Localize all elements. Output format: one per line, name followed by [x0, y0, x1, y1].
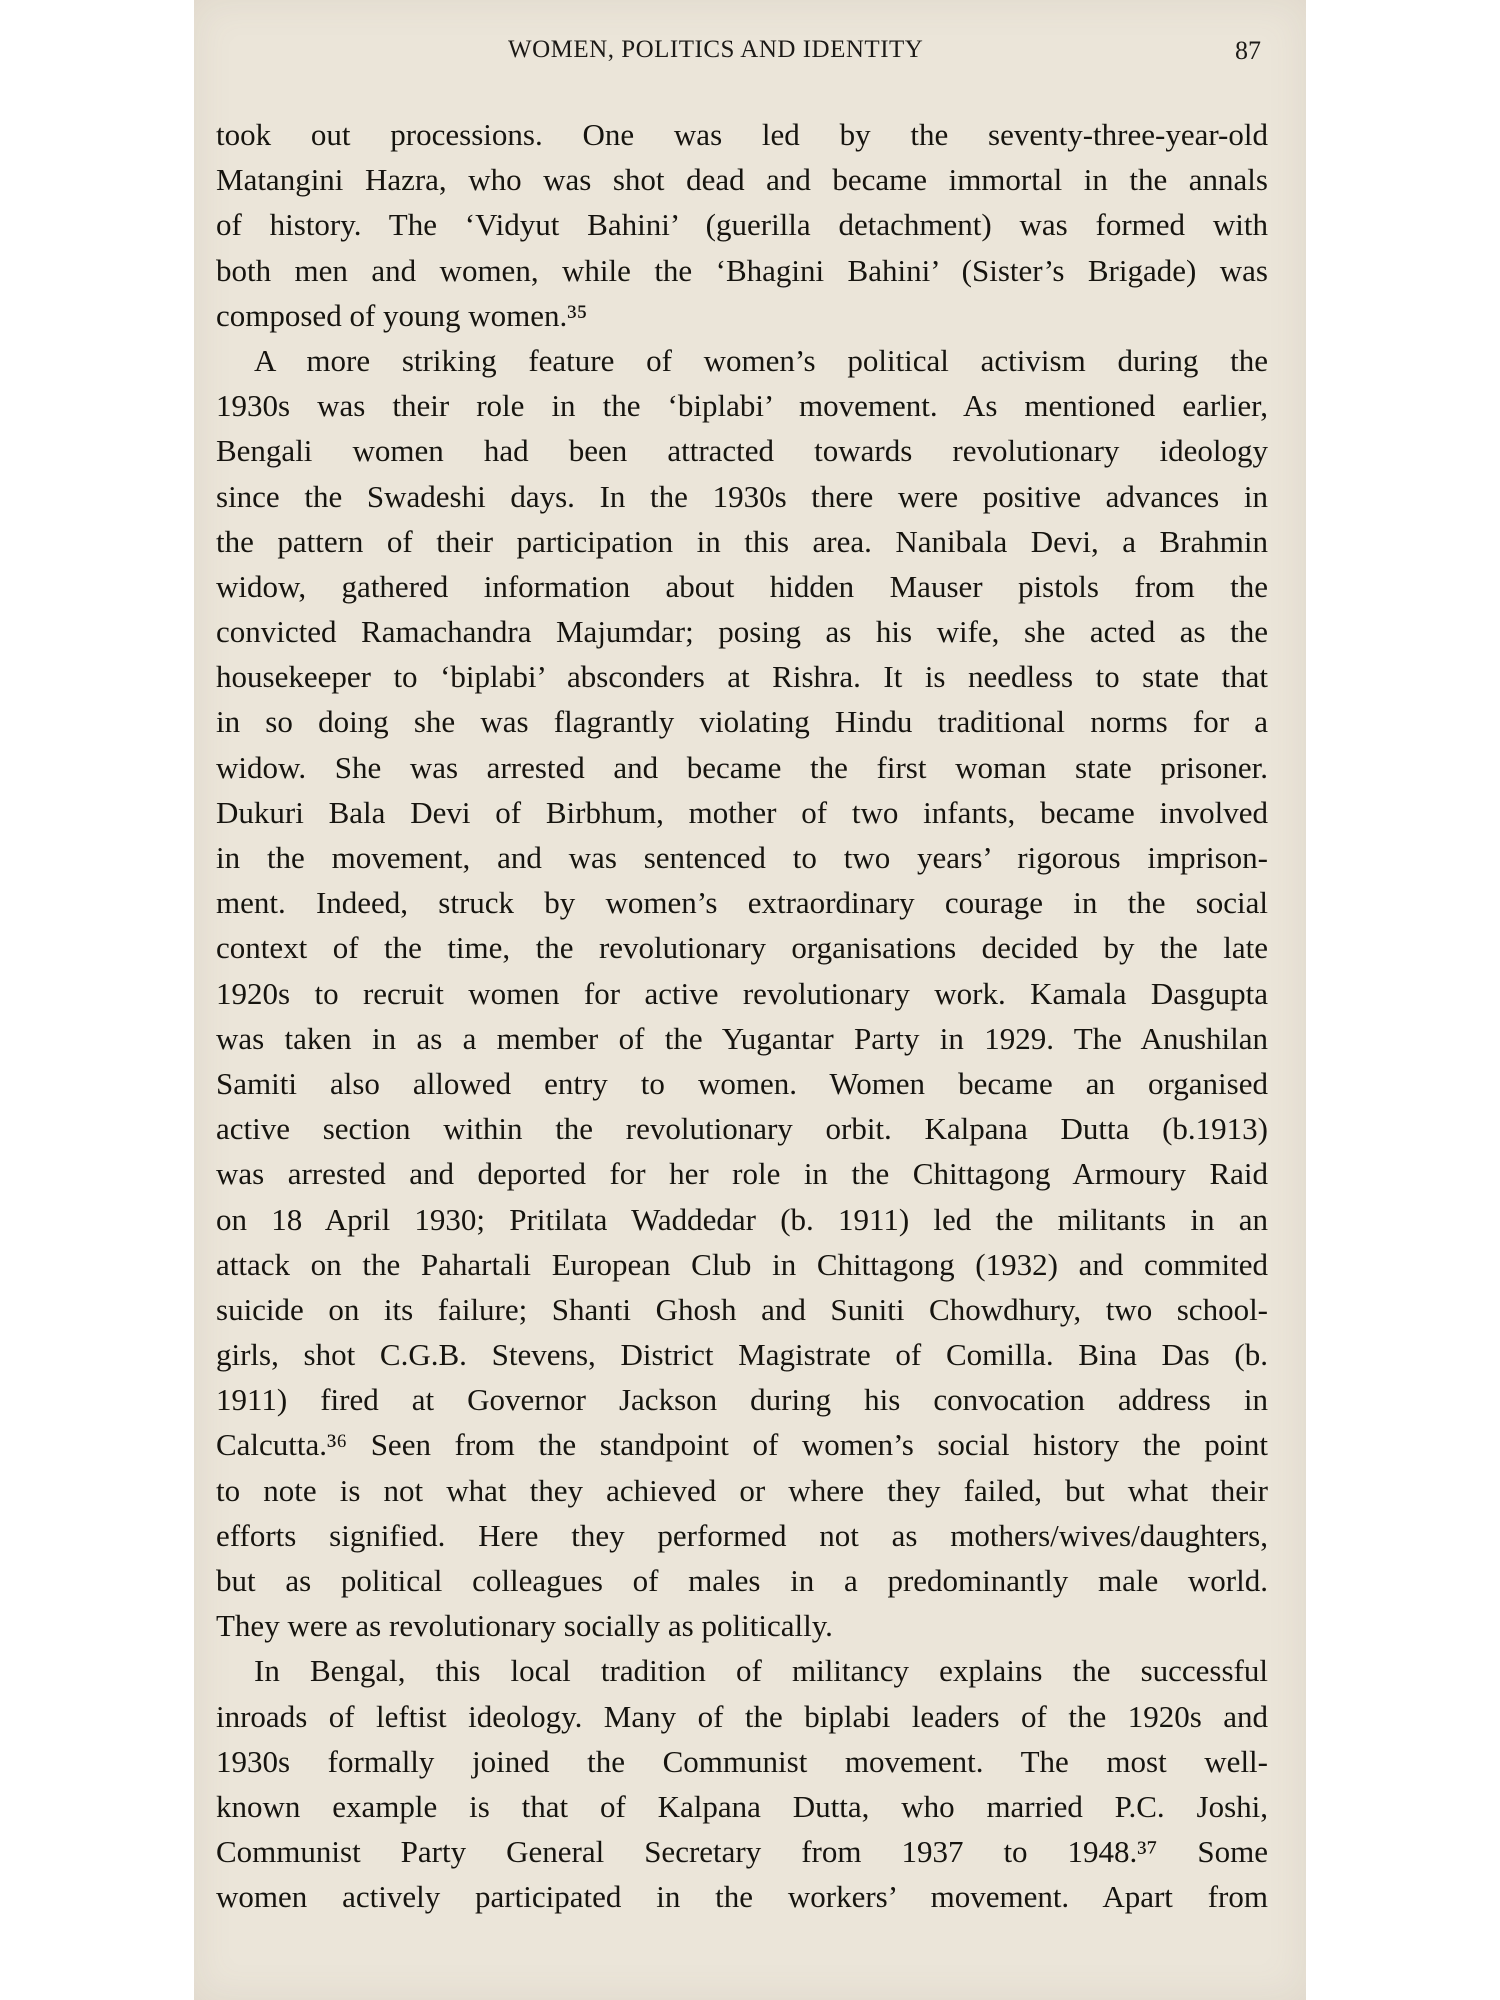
text-line: in the movement, and was sentenced to two years’ rigorous imprison- [216, 840, 1268, 875]
text-line: took out processions. One was led by the seventy-three-year-old [216, 117, 1268, 152]
text-line: 1911) fired at Governor Jackson during his convocation address in [216, 1382, 1268, 1418]
text-line: widow, gathered information about hidden Mauser pistols from the [216, 568, 1268, 604]
text-line: They were as revolutionary socially as politically. [216, 1608, 833, 1644]
text-line: to note is not what they achieved or where they failed, but what their [216, 1472, 1268, 1508]
text-line: housekeeper to ‘biplabi’ absconders at Rishra. It is needless to state that [216, 659, 1268, 695]
text-line: In Bengal, this local tradition of militancy explains the successful [254, 1653, 1268, 1689]
text-line: girls, shot C.G.B. Stevens, District Magistrate of Comilla. Bina Das (b. [216, 1337, 1268, 1373]
running-title: WOMEN, POLITICS AND IDENTITY [508, 36, 924, 63]
text-line: efforts signified. Here they performed not as mothers/wives/daughters, [216, 1517, 1268, 1553]
text-line: women actively participated in the workers’ movement. Apart from [216, 1879, 1268, 1915]
text-line: Communist Party General Secretary from 1937 to 1948.³⁷ Some [216, 1834, 1268, 1870]
text-line: convicted Ramachandra Majumdar; posing as his wife, she acted as the [216, 614, 1268, 650]
text-line: in so doing she was flagrantly violating Hindu traditional norms for a [216, 704, 1268, 740]
text-line: context of the time, the revolutionary organisations decided by the late [216, 930, 1268, 966]
text-line: attack on the Pahartali European Club in Chittagong (1932) and commited [216, 1246, 1268, 1282]
text-line: Dukuri Bala Devi of Birbhum, mother of two infants, became involved [216, 794, 1268, 830]
text-line: 1920s to recruit women for active revolutionary work. Kamala Dasgupta [216, 975, 1268, 1011]
text-line: A more striking feature of women’s political activism during the [254, 342, 1268, 378]
text-line: 1930s formally joined the Communist movement. The most well- [216, 1743, 1268, 1779]
text-line: since the Swadeshi days. In the 1930s there were positive advances in [216, 478, 1268, 514]
text-line: inroads of leftist ideology. Many of the biplabi leaders of the 1920s and [216, 1698, 1268, 1734]
running-head [194, 36, 1306, 76]
paragraph-1 [216, 112, 1268, 338]
text-line: ment. Indeed, struck by women’s extraordinary courage in the social [216, 885, 1268, 921]
paragraph-2 [216, 338, 1268, 1648]
text-line: Samiti also allowed entry to women. Women became an organised [216, 1065, 1268, 1101]
text-line: suicide on its failure; Shanti Ghosh and Suniti Chowdhury, two school- [216, 1291, 1268, 1327]
text-line: 1930s was their role in the ‘biplabi’ movement. As mentioned earlier, [216, 388, 1268, 424]
text-line: was arrested and deported for her role in the Chittagong Armoury Raid [216, 1156, 1268, 1192]
text-line: both men and women, while the ‘Bhagini Bahini’ (Sister’s Brigade) was [216, 252, 1268, 288]
body-text [216, 112, 1268, 1920]
paragraph-3 [216, 1648, 1268, 1919]
text-line: Bengali women had been attracted towards revolutionary ideology [216, 433, 1268, 469]
text-line: but as political colleagues of males in a predominantly male world. [216, 1563, 1268, 1598]
text-line: Calcutta.³⁶ Seen from the standpoint of women’s social history the point [216, 1427, 1268, 1463]
text-line: on 18 April 1930; Pritilata Waddedar (b. 1911) led the militants in an [216, 1201, 1268, 1237]
text-line: active section within the revolutionary orbit. Kalpana Dutta (b.1913) [216, 1111, 1268, 1147]
text-line: the pattern of their participation in this area. Nanibala Devi, a Brahmin [216, 523, 1268, 559]
text-line: known example is that of Kalpana Dutta, who married P.C. Joshi, [216, 1788, 1268, 1824]
text-line: composed of young women.³⁵ [216, 297, 588, 333]
book-page [194, 0, 1306, 2000]
text-line: was taken in as a member of the Yugantar Party in 1929. The Anushilan [216, 1020, 1268, 1056]
text-line: of history. The ‘Vidyut Bahini’ (guerilla detachment) was formed with [216, 207, 1268, 243]
text-line: widow. She was arrested and became the first woman state prisoner. [216, 749, 1268, 785]
page-number: 87 [1235, 36, 1261, 65]
text-line: Matangini Hazra, who was shot dead and became immortal in the annals [216, 162, 1268, 198]
